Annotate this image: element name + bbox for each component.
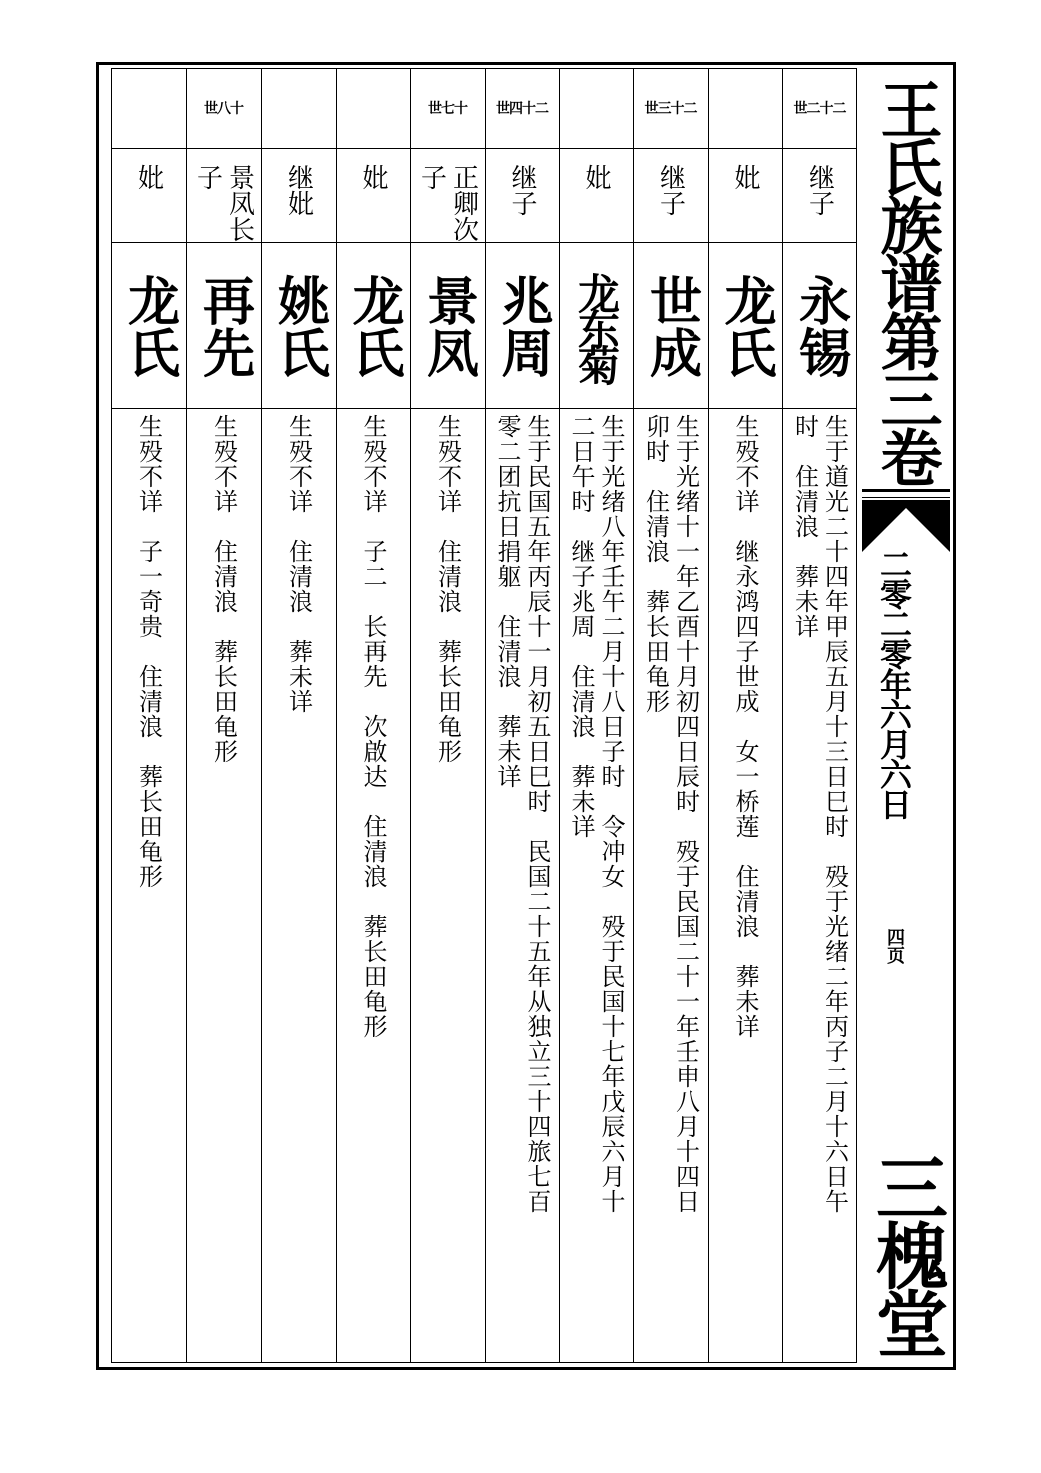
relation-label: 妣 <box>730 164 760 190</box>
person-name-cell <box>261 244 336 408</box>
title-rule <box>862 489 950 492</box>
relation-row-divider <box>111 242 857 243</box>
relation-label-cell <box>559 150 633 242</box>
generation-label-cell <box>111 68 186 148</box>
person-details-cell <box>261 412 336 1360</box>
person-name-cell <box>633 244 708 408</box>
person-name: 姚氏 <box>268 274 330 378</box>
relation-label: 妣 <box>133 164 164 190</box>
person-name: 永锡 <box>789 274 851 378</box>
person-name-cell <box>186 244 261 408</box>
generation-label-cell <box>186 68 261 148</box>
relation-label-cell <box>186 150 261 242</box>
generation-label-cell <box>559 68 633 148</box>
generation-label-cell <box>782 68 857 148</box>
relation-label-cell <box>782 150 857 242</box>
person-details-cell <box>782 412 857 1360</box>
person-name: 再先 <box>193 274 255 378</box>
person-details: 生殁不详 子二 长再先 次啟达 住清浪 葬长田龟形 <box>359 414 387 1039</box>
generation-label-cell <box>261 68 336 148</box>
relation-label: 继子 <box>507 164 537 216</box>
title-column <box>858 68 954 1363</box>
person-name-cell <box>708 244 782 408</box>
hall-name: 三槐堂 <box>864 1151 949 1355</box>
relation-label-cell <box>633 150 708 242</box>
person-name: 龙氏 <box>343 274 404 378</box>
person-name: 龙东菊 <box>572 272 621 380</box>
person-name-cell <box>410 244 485 408</box>
person-name-cell <box>485 244 559 408</box>
relation-label: 景凤长子 <box>192 164 255 242</box>
person-details-cell <box>336 412 410 1360</box>
person-name: 兆周 <box>492 274 553 378</box>
person-details-cell <box>559 412 633 1360</box>
relation-label: 继妣 <box>283 164 314 216</box>
relation-label: 继子 <box>655 164 686 216</box>
person-details-cell <box>485 412 559 1360</box>
relation-label-cell <box>410 150 485 242</box>
relation-label-cell <box>261 150 336 242</box>
generation-label-cell <box>708 68 782 148</box>
generation-label-cell <box>336 68 410 148</box>
generation-label: 世四十二 <box>496 101 548 117</box>
person-details: 生于道光二十四年甲辰五月十三日巳时 殁于光绪二年丙子二月十六日午 时 住清浪 葬未详 <box>790 414 849 1214</box>
person-details: 生殁不详 子一奇贵 住清浪 葬长田龟形 <box>134 414 163 889</box>
person-name-cell <box>336 244 410 408</box>
title-rule-thin <box>862 497 950 498</box>
relation-label-cell <box>708 150 782 242</box>
generation-label: 世七十 <box>428 101 467 117</box>
page-number: 四页 <box>884 928 905 964</box>
person-name-cell <box>782 244 857 408</box>
person-details: 生于民国五年丙辰十一月初五日巳时 民国二十五年从独立三十四旅七百 零二团抗日捐躯 住清浪 葬未详 <box>493 414 551 1214</box>
person-details: 生于光绪八年壬午二月十八日子时 令冲女 殁于民国十七年戊辰六月十 二日午时 继子兆周 住清浪 葬未详 <box>567 414 625 1214</box>
relation-label-cell <box>336 150 410 242</box>
relation-label-cell <box>111 150 186 242</box>
generation-label: 世三十二 <box>644 101 697 117</box>
person-name-cell <box>559 244 633 408</box>
person-name: 龙氏 <box>715 274 776 378</box>
generation-label-cell <box>410 68 485 148</box>
relation-label: 继子 <box>804 164 835 216</box>
person-name: 景凤 <box>417 274 479 378</box>
person-details-cell <box>633 412 708 1360</box>
relation-label: 妣 <box>358 164 388 190</box>
person-name: 龙氏 <box>118 274 180 378</box>
person-details: 生殁不详 住清浪 葬长田龟形 <box>209 414 238 764</box>
generation-row-divider <box>111 148 857 149</box>
generation-label-cell <box>633 68 708 148</box>
person-details: 生殁不详 继永鸿四子世成 女一桥莲 住清浪 葬未详 <box>731 414 759 1039</box>
publication-date: 二零二零年六月六日 <box>875 548 913 818</box>
person-details: 生殁不详 住清浪 葬长田龟形 <box>433 414 462 764</box>
book-title: 王氏族谱第三卷 <box>870 78 943 484</box>
person-details: 生殁不详 住清浪 葬未详 <box>284 414 313 714</box>
person-details-cell <box>410 412 485 1360</box>
person-details-cell <box>111 412 186 1360</box>
person-name-cell <box>111 244 186 408</box>
person-details-cell <box>708 412 782 1360</box>
relation-label-cell <box>485 150 559 242</box>
relation-label: 妣 <box>581 164 611 190</box>
person-details: 生于光绪十一年乙酉十月初四日辰时 殁于民国二十一年壬申八月十四日 卯时 住清浪 葬长田龟形 <box>641 414 700 1214</box>
name-row-divider <box>111 408 857 409</box>
generation-label: 世八十 <box>204 101 243 117</box>
generation-label-cell <box>485 68 559 148</box>
person-details-cell <box>186 412 261 1360</box>
person-name: 世成 <box>640 274 702 378</box>
generation-label: 世二十二 <box>793 101 846 117</box>
relation-label: 正卿次子 <box>416 164 479 242</box>
